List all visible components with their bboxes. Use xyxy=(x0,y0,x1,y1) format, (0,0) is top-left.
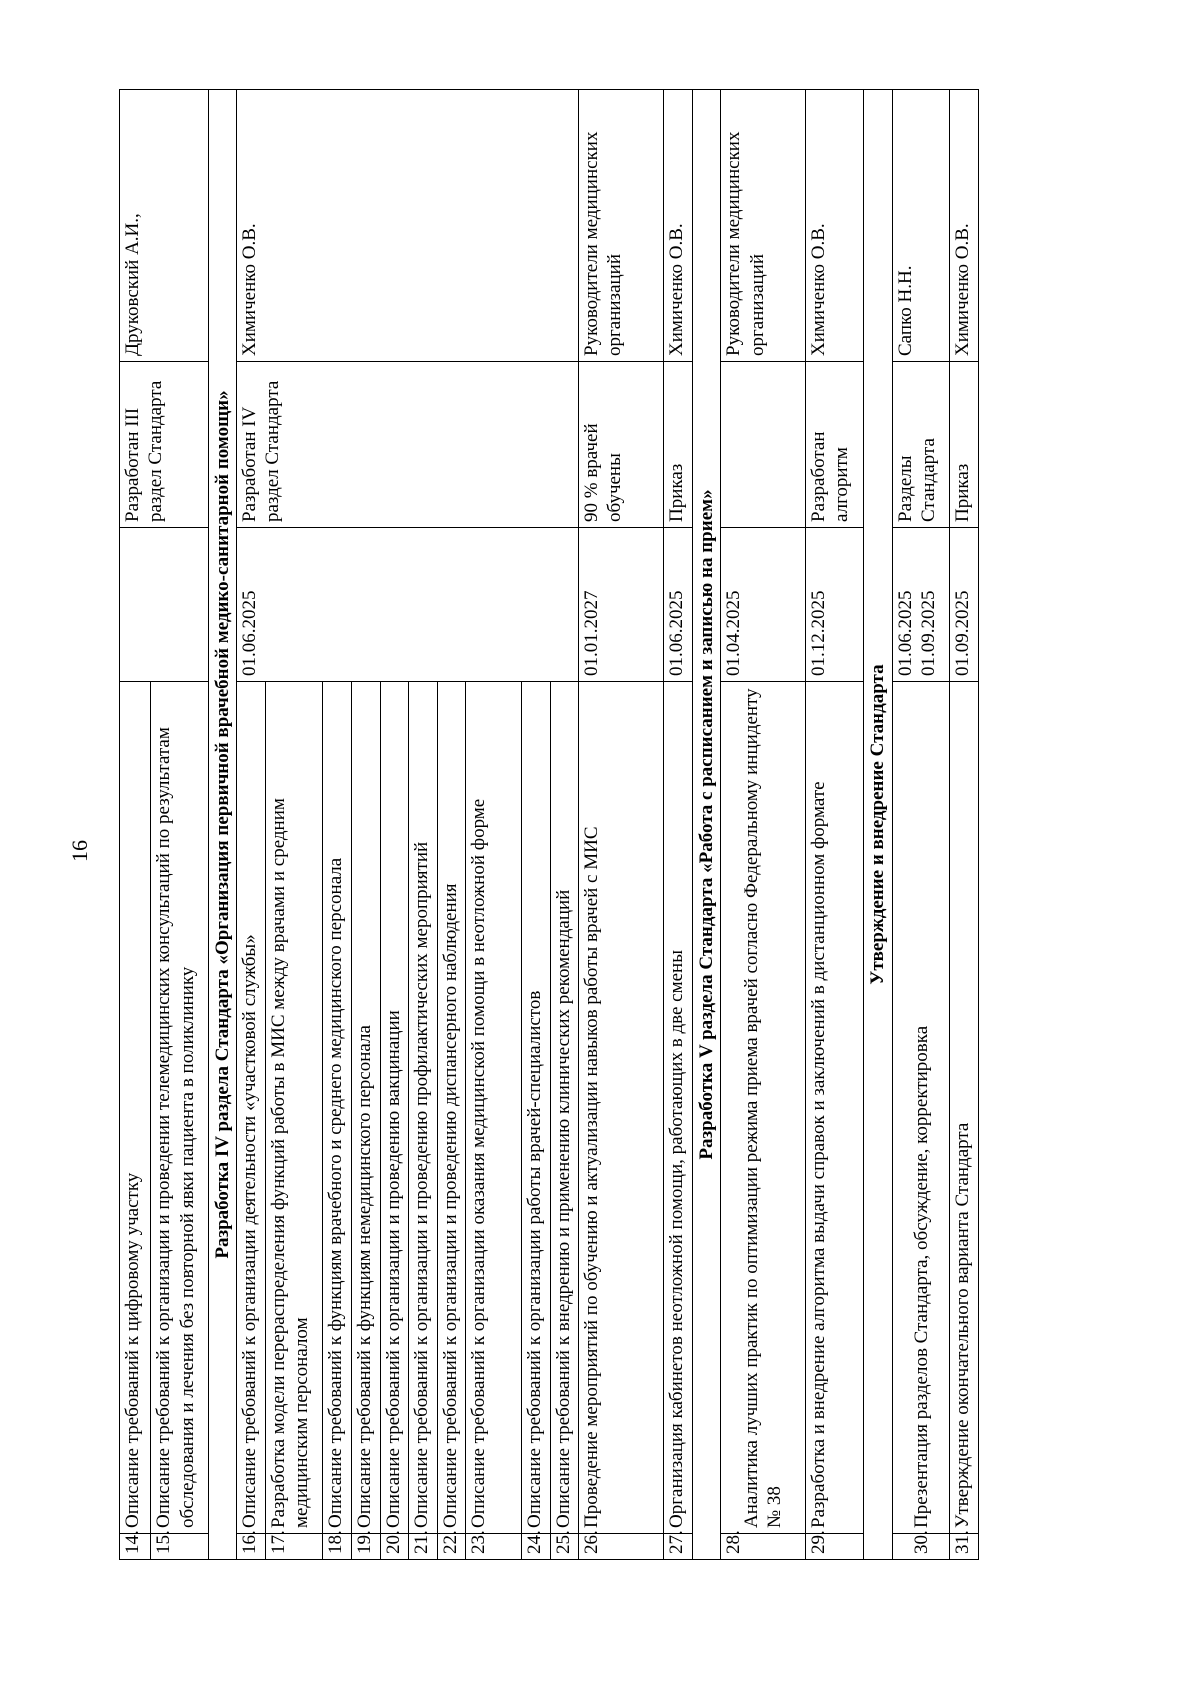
task-cell: Описание требований к организации работы врачей-специалистов xyxy=(522,682,550,1534)
row-number: 16. xyxy=(237,1534,265,1560)
row-number: 29. xyxy=(806,1534,864,1560)
responsible-cell: Друковский А.И., xyxy=(120,90,209,362)
row-number: 15. xyxy=(151,1534,209,1560)
result-cell: 90 % врачей обучены xyxy=(579,362,664,528)
row-number: 24. xyxy=(522,1534,550,1560)
table-row xyxy=(806,90,864,1560)
row-number: 25. xyxy=(550,1534,578,1560)
responsible-cell: Химиченко О.В. xyxy=(663,90,692,362)
row-number: 22. xyxy=(437,1534,465,1560)
result-cell: Разработан IV раздел Стандарта xyxy=(237,362,579,528)
task-cell: Описание требований к организации и проведению профилактических мероприятий xyxy=(409,682,437,1534)
plan-table xyxy=(119,89,979,1560)
deadline-cell: 01.06.2025 xyxy=(663,528,692,682)
task-cell: Проведение мероприятий по обучению и актуализации навыков работы врачей с МИС xyxy=(579,682,664,1534)
responsible-cell: Руководители медицинских организаций xyxy=(579,90,664,362)
task-cell: Описание требований к организации и проведению диспансерного наблюдения xyxy=(437,682,465,1534)
table-row xyxy=(579,90,664,1560)
section-header-row xyxy=(208,90,236,1560)
table-row xyxy=(721,90,806,1560)
task-cell: Организация кабинетов неотложной помощи, работающих в две смены xyxy=(663,682,692,1534)
task-cell: Описание требований к организации и проведению вакцинации xyxy=(380,682,408,1534)
deadline-cell: 01.09.2025 xyxy=(950,528,979,682)
table-row xyxy=(663,90,692,1560)
row-number: 31. xyxy=(950,1534,979,1560)
deadline-cell xyxy=(120,528,209,682)
responsible-cell: Химиченко О.В. xyxy=(237,90,579,362)
task-cell: Описание требований к функциям немедицинского персонала xyxy=(352,682,380,1534)
row-number: 30. xyxy=(892,1534,950,1560)
result-cell: Приказ xyxy=(663,362,692,528)
task-cell: Описание требований к организации деятельности «участковой службы» xyxy=(237,682,265,1534)
section-title: Разработка V раздела Стандарта «Работа с расписанием и записью на прием» xyxy=(693,90,721,1560)
deadline-cell: 01.06.2025 xyxy=(237,528,579,682)
row-number: 17. xyxy=(265,1534,323,1560)
task-cell: Разработка и внедрение алгоритма выдачи справок и заключений в дистанционном формате xyxy=(806,682,864,1534)
row-number: 19. xyxy=(352,1534,380,1560)
task-cell: Описание требований к цифровому участку xyxy=(120,682,151,1534)
result-cell: Разработан алгоритм xyxy=(806,362,864,528)
task-cell: Описание требований к функциям врачебного и среднего медицинского персонала xyxy=(323,682,352,1534)
responsible-cell: Руководители медицинских организаций xyxy=(721,90,806,362)
section-header-row xyxy=(863,90,892,1560)
row-number: 26. xyxy=(579,1534,664,1560)
table-row xyxy=(950,90,979,1560)
deadline-cell: 01.01.2027 xyxy=(579,528,664,682)
section-header-row xyxy=(693,90,721,1560)
task-cell: Аналитика лучших практик по оптимизации режима приема врачей согласно Федеральному инциденту № 38 xyxy=(721,682,806,1534)
rotated-table-wrapper xyxy=(119,90,979,1560)
table-row xyxy=(120,90,151,1560)
task-cell: Описание требований к организации и проведении телемедицинских консультаций по результатам обследования и лечения без повторной явки пациента в поликлинику xyxy=(151,682,209,1534)
row-number: 23. xyxy=(466,1534,522,1560)
deadline-cell: 01.06.2025 01.09.2025 xyxy=(892,528,950,682)
table-row xyxy=(237,90,265,1560)
section-title: Разработка IV раздела Стандарта «Организация первичной врачебной медико-санитарной помощи» xyxy=(208,90,236,1560)
task-cell: Утверждение окончательного варианта Стандарта xyxy=(950,682,979,1534)
result-cell: Приказ xyxy=(950,362,979,528)
deadline-cell: 01.04.2025 xyxy=(721,528,806,682)
task-cell: Описание требований к организации оказания медицинской помощи в неотложной форме xyxy=(466,682,522,1534)
page-number: 16 xyxy=(67,840,92,862)
row-number: 14. xyxy=(120,1534,151,1560)
row-number: 28. xyxy=(721,1534,806,1560)
task-cell: Презентация разделов Стандарта, обсуждение, корректировка xyxy=(892,682,950,1534)
responsible-cell: Сапко Н.Н. xyxy=(892,90,950,362)
task-cell: Описание требований к внедрению и применению клинических рекомендаций xyxy=(550,682,578,1534)
table-row xyxy=(892,90,950,1560)
row-number: 18. xyxy=(323,1534,352,1560)
responsible-cell: Химиченко О.В. xyxy=(806,90,864,362)
row-number: 20. xyxy=(380,1534,408,1560)
row-number: 21. xyxy=(409,1534,437,1560)
deadline-cell: 01.12.2025 xyxy=(806,528,864,682)
result-cell: Разработан III раздел Стандарта xyxy=(120,362,209,528)
responsible-cell: Химиченко О.В. xyxy=(950,90,979,362)
result-cell xyxy=(721,362,806,528)
row-number: 27. xyxy=(663,1534,692,1560)
task-cell: Разработка модели перераспределения функций работы в МИС между врачами и средним медицинским персоналом xyxy=(265,682,323,1534)
result-cell: Разделы Стандарта xyxy=(892,362,950,528)
section-title: Утверждение и внедрение Стандарта xyxy=(863,90,892,1560)
